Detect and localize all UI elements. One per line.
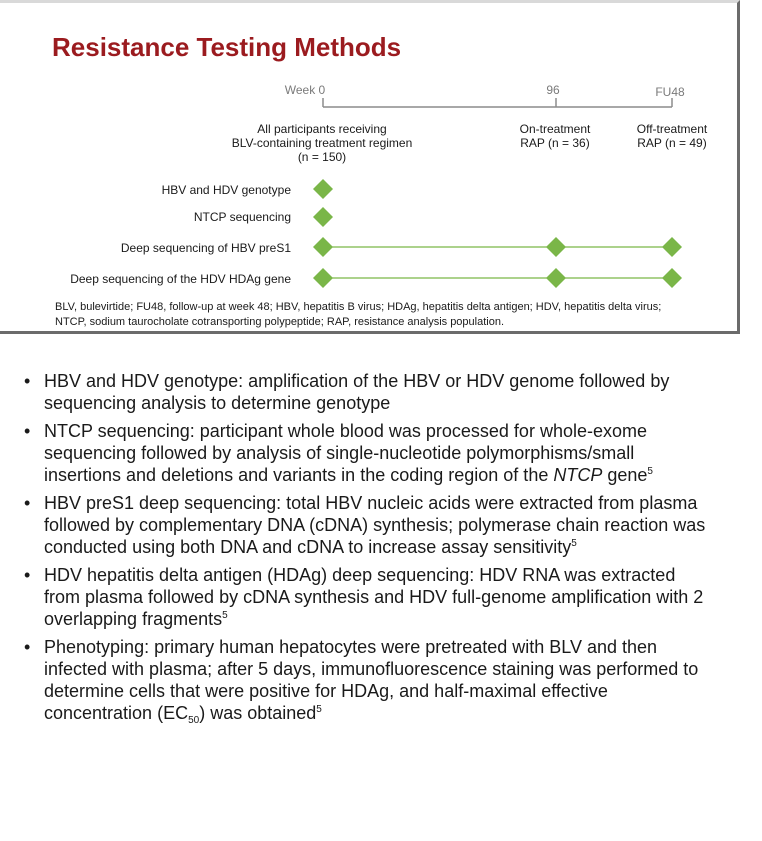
row-label-genotype: HBV and HDV genotype bbox=[161, 183, 291, 197]
bullet-ntcp bbox=[22, 420, 712, 486]
tick-label-week0: Week 0 bbox=[284, 83, 326, 97]
row-label-ntcp: NTCP sequencing bbox=[193, 210, 291, 224]
footnote-line-2: NTCP, sodium taurocholate cotransporting polypeptide; RAP, resistance analysis population. bbox=[55, 316, 505, 328]
bullet-dot-icon: • bbox=[24, 421, 31, 441]
footnote-line-1: BLV, bulevirtide; FU48, follow-up at week 48; HBV, hepatitis B virus; HDAg, hepatitis delta antigen; HDV, hepatitis delta virus; bbox=[55, 301, 662, 313]
reference-mark: 5 bbox=[316, 704, 322, 715]
methods-bullet-list bbox=[22, 370, 712, 730]
timepoint-diamond-marker bbox=[313, 207, 333, 227]
bullet-hdv-hdag bbox=[22, 564, 712, 630]
bullet-phenotyping bbox=[22, 636, 712, 724]
gene-name: NTCP bbox=[553, 465, 603, 485]
timepoint-diamond-marker bbox=[546, 237, 566, 257]
bullet-dot-icon: • bbox=[24, 565, 31, 585]
bullet-dot-icon: • bbox=[24, 493, 31, 513]
timepoint-markers bbox=[313, 179, 682, 288]
group-on-treatment-line2: RAP (n = 36) bbox=[520, 136, 590, 150]
bullet-text: NTCP sequencing: participant whole blood was processed for whole-exome sequencing followed by analysis of single-nucleotide polymorphisms/small insertions and deletions and variants in the coding region of the bbox=[44, 421, 647, 485]
tick-label-96: 96 bbox=[546, 83, 560, 97]
bullet-text: HBV and HDV genotype: amplification of the HBV or HDV genome followed by sequencing analysis to determine genotype bbox=[44, 371, 670, 413]
group-all-participants-line1: All participants receiving bbox=[257, 122, 387, 136]
timepoint-diamond-marker bbox=[313, 179, 333, 199]
timepoint-diamond-marker bbox=[313, 268, 333, 288]
row-label-hdv-hdag: Deep sequencing of the HDV HDAg gene bbox=[70, 272, 291, 286]
timepoint-diamond-marker bbox=[662, 268, 682, 288]
timeline-diagram bbox=[0, 3, 737, 303]
timepoint-diamond-marker bbox=[662, 237, 682, 257]
reference-mark: 5 bbox=[571, 538, 577, 549]
page-title: Resistance Testing Methods bbox=[52, 32, 402, 62]
reference-mark: 5 bbox=[222, 610, 228, 621]
bullet-genotype bbox=[22, 370, 712, 414]
subscript: 50 bbox=[188, 715, 200, 726]
group-off-treatment-line2: RAP (n = 49) bbox=[637, 136, 707, 150]
bullet-dot-icon: • bbox=[24, 637, 31, 657]
timepoint-diamond-marker bbox=[313, 237, 333, 257]
bullet-text-end: gene bbox=[602, 465, 648, 485]
methods-panel bbox=[0, 0, 740, 334]
abbreviations-footnote bbox=[55, 300, 725, 330]
bullet-text: HDV hepatitis delta antigen (HDAg) deep sequencing: HDV RNA was extracted from plasma followed by cDNA synthesis and HDV full-genome amplification with 2 overlapping fragments bbox=[44, 565, 704, 629]
bullet-text: Phenotyping: primary human hepatocytes were pretreated with BLV and then infected with plasma; after 5 days, immunofluorescence staining was performed to determine cells that were positive for HDAg, and half-maximal effective concentration (EC bbox=[44, 637, 699, 723]
group-all-participants-line2: BLV-containing treatment regimen bbox=[231, 136, 413, 150]
reference-mark: 5 bbox=[647, 466, 653, 477]
bullet-dot-icon: • bbox=[24, 371, 31, 391]
timepoint-diamond-marker bbox=[546, 268, 566, 288]
bullet-text: HBV preS1 deep sequencing: total HBV nucleic acids were extracted from plasma followed by complementary DNA (cDNA) synthesis; polymerase chain reaction was conducted using both DNA and cDNA to increase assay sensitivity bbox=[44, 493, 706, 557]
bullet-hbv-pres1 bbox=[22, 492, 712, 558]
group-all-participants-line3: (n = 150) bbox=[297, 150, 347, 164]
group-on-treatment-line1: On-treatment bbox=[519, 122, 591, 136]
bullet-text-end: ) was obtained bbox=[199, 703, 317, 723]
tick-label-fu48: FU48 bbox=[655, 85, 685, 99]
row-label-hbv-pres1: Deep sequencing of HBV preS1 bbox=[120, 241, 291, 255]
group-off-treatment-line1: Off-treatment bbox=[636, 122, 708, 136]
